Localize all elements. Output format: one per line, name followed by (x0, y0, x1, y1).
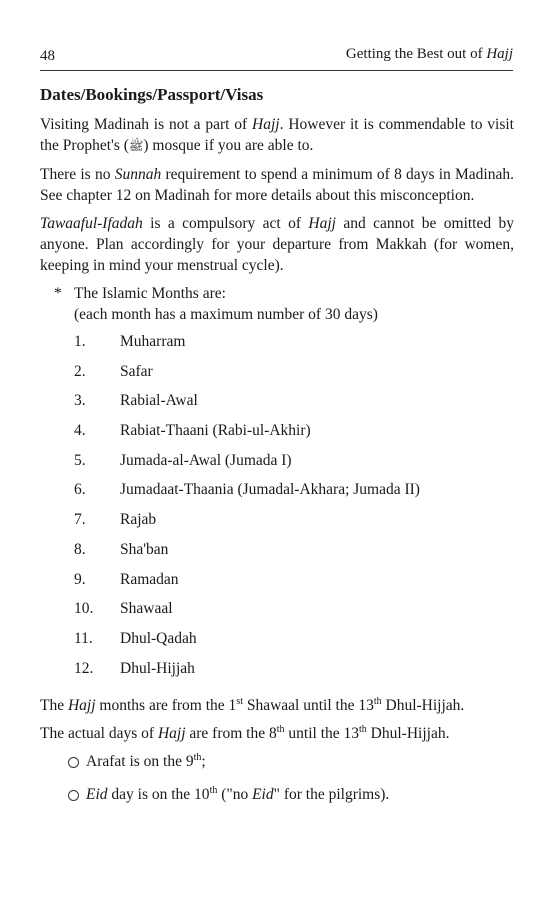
ordinal-sup: th (276, 724, 285, 736)
ordinal-sup: st (236, 696, 243, 708)
list-item (40, 420, 514, 450)
text-span: ("no (217, 786, 253, 804)
list-item (40, 479, 514, 509)
paragraph-tawaaf (40, 213, 514, 276)
list-item (40, 598, 514, 628)
running-head-italic: Hajj (486, 46, 513, 62)
text-span: are from the 8 (185, 725, 277, 743)
list-item (40, 390, 514, 420)
page-number: 48 (40, 48, 55, 64)
text-span: ) mosque if you are able to. (143, 137, 314, 154)
paragraph-sunnah (40, 164, 514, 206)
bullet-line-1: The Islamic Months are: (74, 285, 226, 302)
italic-term: Hajj (67, 697, 96, 715)
text-span: Dhul-Hijjah. (366, 725, 450, 743)
page-header (40, 44, 513, 66)
italic-term: Tawaaful-Ifadah (40, 215, 143, 232)
islamic-months-bullet (40, 283, 514, 325)
ordinal-sup: th (359, 724, 367, 736)
list-item (40, 331, 514, 361)
paragraph-madinah-visit (40, 114, 514, 157)
month-name: Safar (120, 362, 153, 380)
list-item (40, 361, 514, 391)
month-number: 4. (74, 422, 86, 440)
month-name: Ramadan (120, 570, 179, 588)
month-number: 2. (74, 362, 86, 380)
list-item (40, 658, 514, 688)
italic-term: Hajj (157, 725, 186, 743)
italic-term: Sunnah (114, 166, 162, 183)
month-name: Dhul-Hijjah (120, 659, 195, 677)
month-name: Sha'ban (120, 540, 169, 558)
month-name: Jumada-al-Awal (Jumada I) (120, 451, 292, 469)
bullet-star: * (54, 285, 62, 302)
text-span: Shawaal until the 13 (242, 697, 374, 715)
text-span: The (40, 697, 68, 715)
text-span: Dhul-Hijjah. (381, 697, 465, 715)
text-span: months are from the 1 (95, 697, 237, 715)
month-number: 11. (74, 629, 93, 647)
list-item (40, 784, 514, 805)
list-item (40, 539, 514, 569)
hajj-days-sublist (40, 751, 514, 805)
header-rule (40, 70, 513, 71)
text-span: Arafat is on the 9 (86, 753, 194, 771)
text-span: There is no (40, 166, 115, 183)
text-span: The actual days of (40, 725, 158, 743)
month-number: 12. (74, 659, 94, 677)
salawat-symbol: ﷺ (128, 139, 144, 153)
italic-term: Hajj (252, 116, 280, 133)
list-item (40, 509, 514, 539)
italic-term: Eid (252, 786, 274, 804)
text-span: " for the pilgrims). (273, 786, 390, 804)
ordinal-sup: th (373, 696, 382, 708)
text-span: until the 13 (284, 725, 360, 743)
month-number: 10. (74, 600, 94, 618)
list-item (40, 751, 514, 772)
text-span: day is on the 10 (107, 786, 210, 804)
list-item (40, 628, 514, 658)
month-number: 1. (74, 333, 86, 350)
ordinal-sup: th (193, 752, 202, 764)
month-number: 8. (74, 540, 86, 558)
running-head (346, 46, 513, 63)
italic-term: Hajj (308, 215, 336, 232)
month-number: 5. (74, 451, 86, 469)
month-name: Rabiat-Thaani (Rabi-ul-Akhir) (120, 422, 311, 440)
list-item (40, 569, 514, 599)
page-content (40, 84, 514, 817)
text-span: Visiting Madinah is not a part of (40, 116, 253, 133)
bullet-line-2: (each month has a maximum number of 30 days) (74, 306, 378, 323)
list-item (40, 450, 514, 480)
month-name: Rabial-Awal (120, 392, 198, 410)
circle-bullet-icon (68, 757, 79, 768)
section-heading: Dates/Bookings/Passport/Visas (40, 85, 264, 104)
month-name: Rajab (120, 511, 157, 529)
circle-bullet-icon (68, 790, 79, 801)
text-span: ; (201, 753, 206, 771)
month-number: 6. (74, 481, 86, 499)
text-span: requirement to spend a minimum of 8 days in Madinah. See chapter 12 on Madinah for more details about this misconception. (40, 166, 514, 204)
month-list (40, 331, 514, 687)
text-span: and cannot be omitted by anyone. Plan accordingly for your departure from Makkah (for women, keeping in mind your menstrual cycle). (40, 215, 514, 274)
month-name: Muharram (120, 333, 186, 350)
month-number: 9. (74, 570, 86, 588)
running-head-text: Getting the Best out of (345, 46, 487, 62)
paragraph-hajj-months (40, 695, 514, 716)
month-name: Jumadaat-Thaania (Jumadal-Akhara; Jumada II) (120, 481, 420, 499)
month-number: 7. (74, 511, 86, 529)
text-span: is a compulsory act of (142, 215, 309, 232)
text-span: . However it is commendable to visit the Prophet's ( (40, 116, 514, 154)
month-name: Shawaal (120, 600, 173, 618)
paragraph-hajj-days (40, 723, 514, 744)
month-number: 3. (74, 392, 86, 410)
month-name: Dhul-Qadah (120, 629, 197, 647)
ordinal-sup: th (209, 785, 218, 797)
italic-term: Eid (86, 786, 108, 804)
